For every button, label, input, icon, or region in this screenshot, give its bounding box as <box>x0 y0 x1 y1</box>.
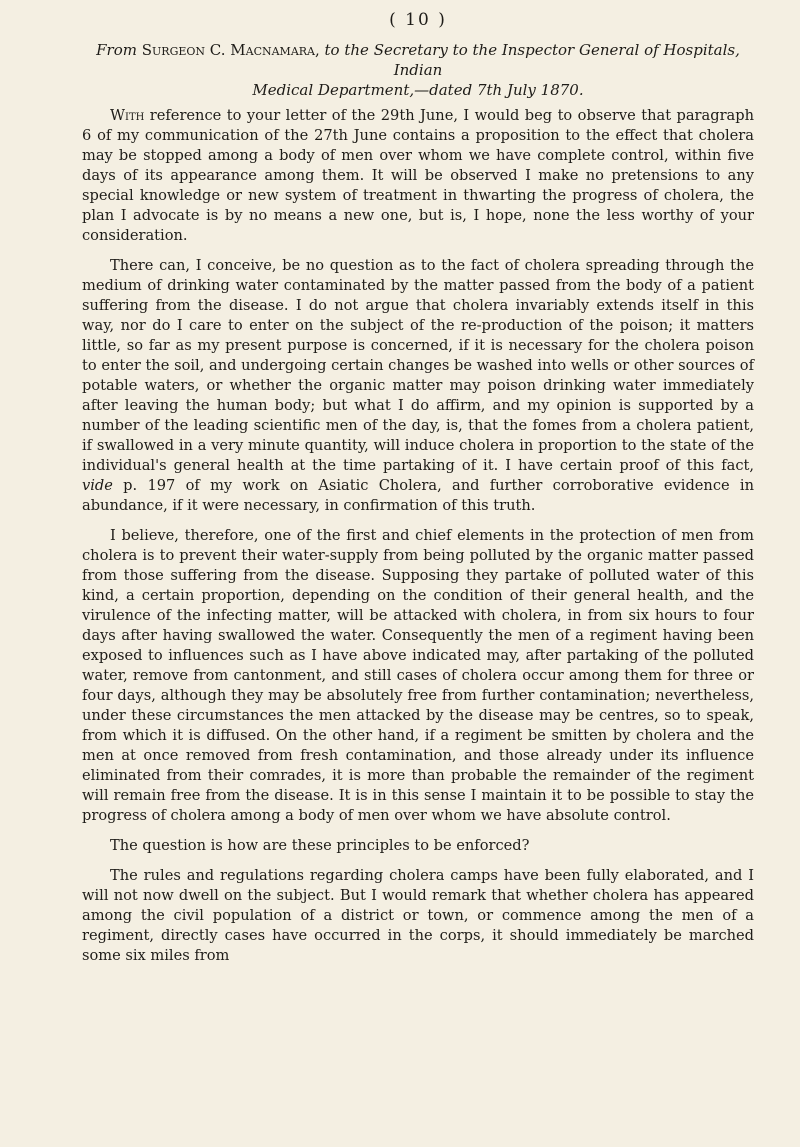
heading-recipient: to the Secretary to the Inspector General of Hospitals, Indian <box>319 41 740 79</box>
paragraph-2-vide: vide <box>82 477 113 494</box>
heading-author: Surgeon C. Macnamara, <box>141 41 320 59</box>
paragraph-5: The rules and regulations regarding cholera camps have been fully elaborated, and I will not now dwell on the subject. But I would remark that whether cholera has appeared among the civil population of a district or town, or commence among the men of a regiment, directly cases have occurred in the corps, it should immediately be marched some six miles from <box>82 867 754 964</box>
heading-department-date: Medical Department,—dated 7th July 1870. <box>252 81 584 99</box>
page-number: ( 10 ) <box>389 10 447 30</box>
paragraph-4: The question is how are these principles to be enforced? <box>110 837 530 854</box>
letter-heading <box>82 40 754 100</box>
heading-from: From <box>96 41 137 59</box>
paragraph-2-body-a: There can, I conceive, be no question as to the fact of cholera spreading through the medium of drinking water contaminated by the matter passed from the body of a patient suffering from the disease. I do not argue that cholera invariably extends itself in this way, nor do I care to enter on the subject of the re-production of the poison; it matters little, so far as my present purpose is concerned, if it is necessary for the cholera poison to enter the soil, and undergoing certain changes be washed into wells or other sources of potable waters, or whether the organic matter may poison drinking water immediately after leaving the human body; but what I do affirm, and my opinion is supported by a number of the leading scientific men of the day, is, that the fomes from a cholera patient, if swallowed in a very minute quantity, will induce cholera in proportion to the state of the individual's general health at the time partaking of it. I have certain proof of this fact, <box>82 257 754 474</box>
paragraph-2 <box>82 256 754 516</box>
paragraph-2-body-b: p. 197 of my work on Asiatic Cholera, and further corroborative evidence in abundance, if it were necessary, in confirmation of this truth. <box>82 477 754 514</box>
paragraph-3: I believe, therefore, one of the first and chief elements in the protection of men from cholera is to prevent their water-supply from being polluted by the organic matter passed from those suffering from the disease. Supposing they partake of polluted water of this kind, a certain proportion, depending on the condition of their general health, and the virulence of the infecting matter, will be attacked with cholera, in from six hours to four days after having swallowed the water. Consequently the men of a regiment having been exposed to influences such as I have above indicated may, after partaking of the polluted water, remove from cantonment, and still cases of cholera occur among them for three or four days, although they may be absolutely free from further contamination; nevertheless, under these circumstances the men attacked by the disease may be centres, so to speak, from which it is diffused. On the other hand, if a regiment be smitten by cholera and the men at once removed from fresh contamination, and those already under its influence eliminated from their comrades, it is more than probable the remainder of the regiment will remain free from the disease. It is in this sense I maintain it to be possible to stay the progress of cholera among a body of men over whom we have absolute control. <box>82 527 754 824</box>
paragraph-1 <box>82 106 754 246</box>
paragraph-1-lead: With <box>110 107 145 124</box>
paragraph-1-body: reference to your letter of the 29th June, I would beg to observe that paragraph 6 of my communication of the 27th June contains a proposition to the effect that cholera may be stopped among a body of men over whom we have complete control, within five days of its appearance among them. It will be observed I make no pretensions to any special knowledge or new system of treatment in thwarting the progress of cholera, the plan I advocate is by no means a new one, but is, I hope, none the less worthy of your consideration. <box>82 107 754 244</box>
